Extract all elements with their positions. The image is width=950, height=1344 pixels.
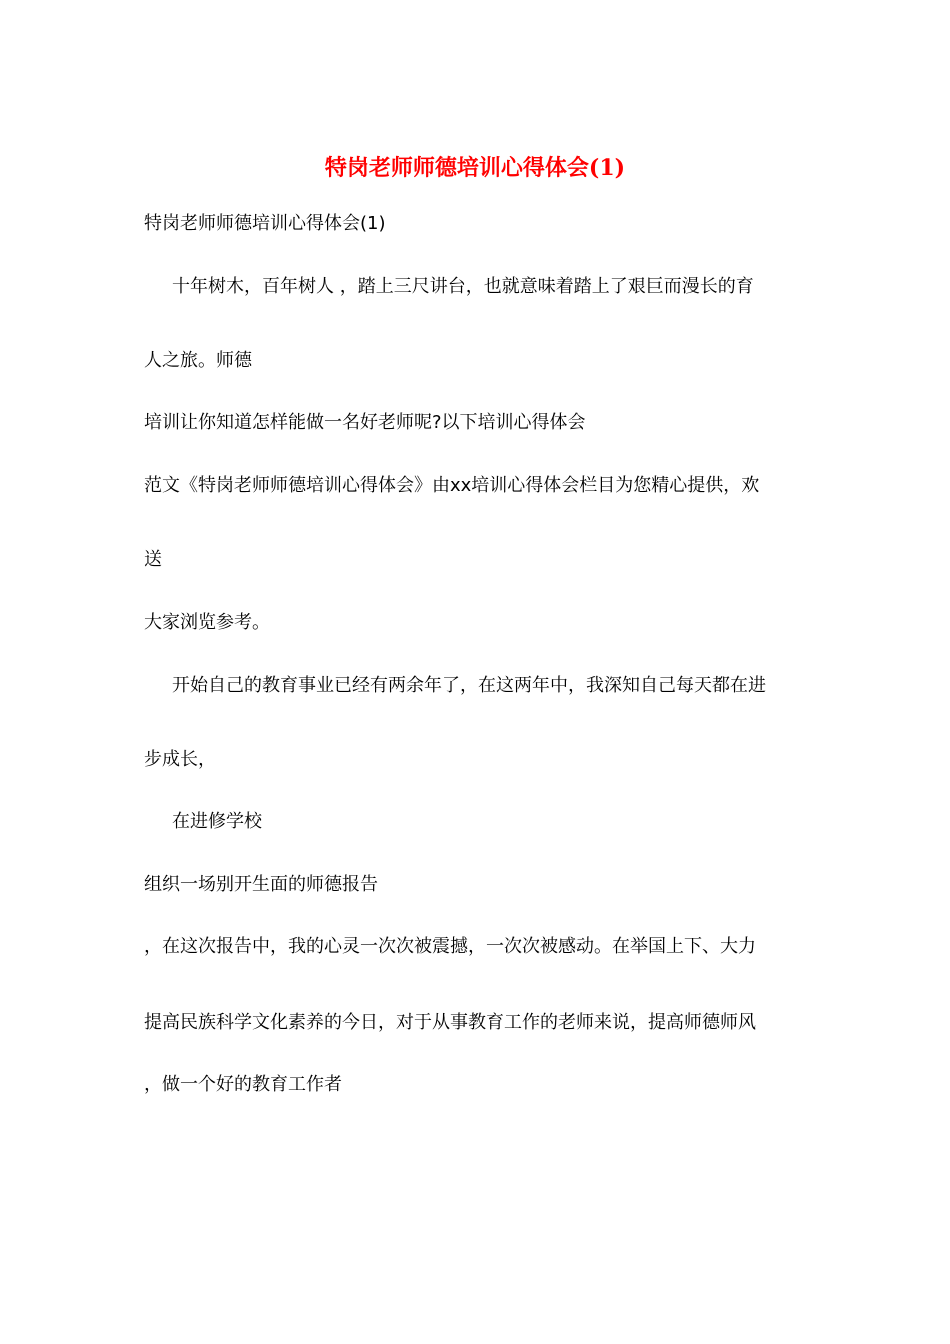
paragraph-line: 范文《特岗老师师德培训心得体会》由xx培训心得体会栏目为您精心提供，欢 (144, 475, 760, 496)
paragraph-line: 大家浏览参考。 (144, 612, 270, 633)
paragraph-line: ，做一个好的教育工作者 (144, 1074, 342, 1095)
paragraph-line: 十年树木，百年树人 ，踏上三尺讲台，也就意味着踏上了艰巨而漫长的育 (172, 276, 754, 297)
paragraph-line: 送 (144, 549, 162, 570)
document-title: 特岗老师师德培训心得体会(1) (324, 155, 626, 181)
paragraph-line: 提高民族科学文化素养的今日，对于从事教育工作的老师来说，提高师德师风 (144, 1012, 756, 1033)
paragraph-line: 在进修学校 (172, 811, 262, 832)
subtitle-line: 特岗老师师德培训心得体会(1) (144, 213, 386, 234)
paragraph-line: 步成长， (144, 749, 216, 770)
paragraph-line: 组织一场别开生面的师德报告 (144, 874, 378, 895)
paragraph-line: ，在这次报告中，我的心灵一次次被震撼，一次次被感动。在举国上下、大力 (144, 936, 756, 957)
paragraph-line: 培训让你知道怎样能做一名好老师呢?以下培训心得体会 (144, 412, 586, 433)
paragraph-line: 开始自己的教育事业已经有两余年了，在这两年中，我深知自己每天都在进 (172, 675, 766, 696)
paragraph-line: 人之旅。师德 (144, 350, 252, 371)
